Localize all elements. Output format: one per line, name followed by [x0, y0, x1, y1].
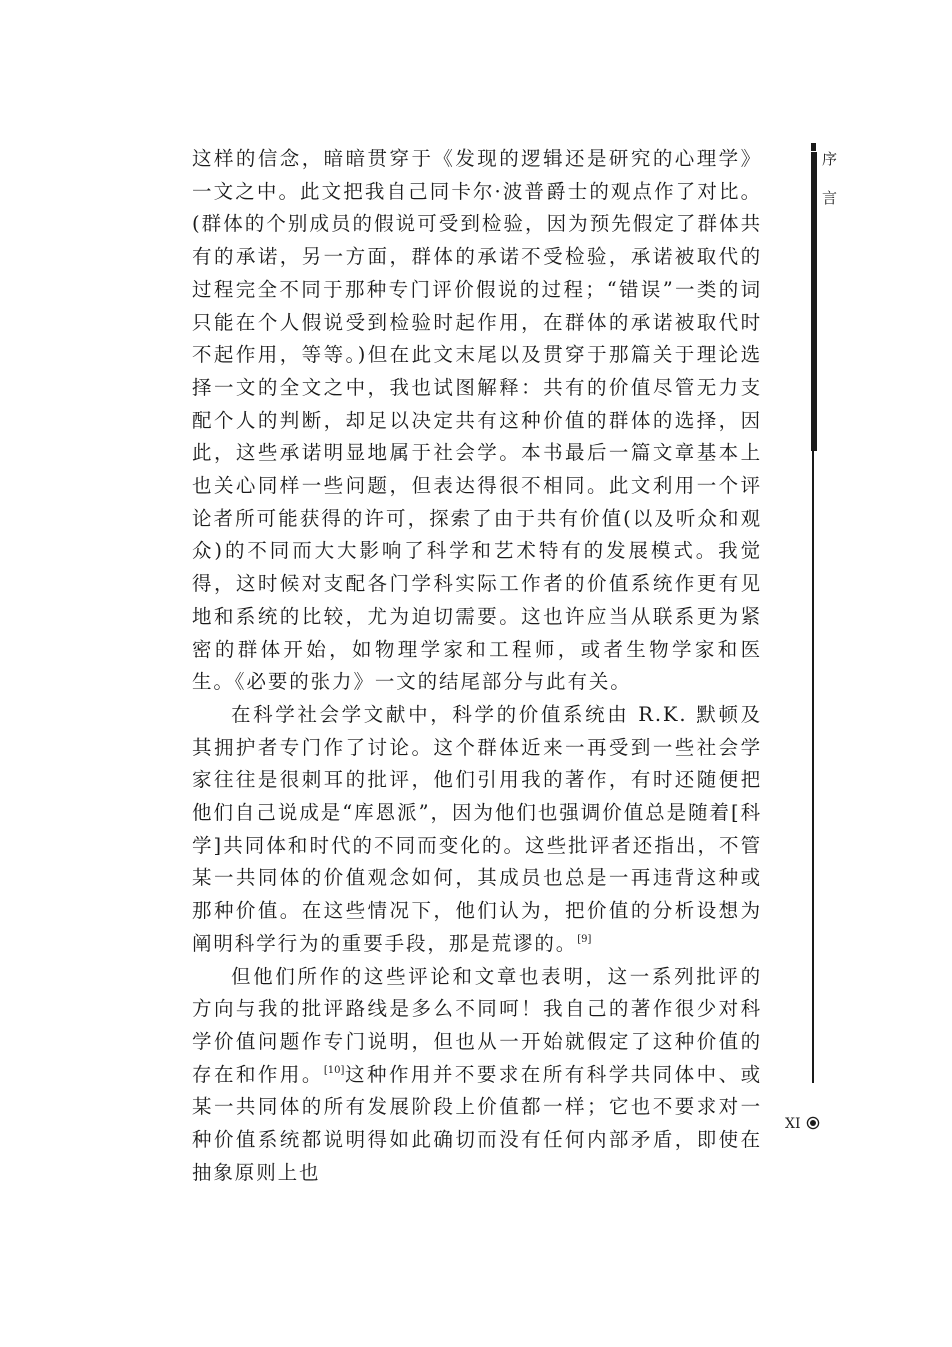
footnote-ref-10: [10]	[323, 1064, 345, 1076]
paragraph-2-text: 在科学社会学文献中，科学的价值系统由 R.K. 默顿及其拥护者专门作了讨论。这个群体近来一再受到一些社会学家往往是很刺耳的批评，他们引用我的著作，有时还随便把他们自己说成是“库恩派”，因为他们也强调价值总是随着[科学]共同体和时代的不同而变化的。这些批评者还指出，不管某一共同体的价值观念如何，其成员也总是一再违背这种或那种价值。在这些情况下，他们认为，把价值的分析设想为阐明科学行为的重要手段，那是荒谬的。	[192, 702, 762, 955]
section-bar	[811, 152, 817, 451]
paragraph-3	[192, 961, 762, 1190]
paragraph-3-text-after: 这种作用并不要求在所有科学共同体中、或某一共同体的所有发展阶段上价值都一样；它也不要求对一种价值系统都说明得如此确切而没有任何内部矛盾，即使在抽象原则上也	[192, 1062, 762, 1184]
paragraph-3-text-before: 但他们所作的这些评论和文章也表明，这一系列批评的方向与我的批评路线是多么不同呵！我自己的著作很少对科学价值问题作专门说明，但也从一开始就假定了这种价值的存在和作用。	[192, 964, 762, 1086]
paragraph-1	[192, 143, 762, 699]
section-label-char-1: 序	[822, 150, 838, 168]
footnote-ref-9: [9]	[577, 933, 592, 945]
paragraph-1-text: 这样的信念，暗暗贯穿于《发现的逻辑还是研究的心理学》一文之中。此文把我自己同卡尔·波普爵士的观点作了对比。(群体的个别成员的假说可受到检验，因为预先假定了群体共有的承诺，另一方面，群体的承诺不受检验，承诺被取代的过程完全不同于那种专门评价假说的过程；“错误”一类的词只能在个人假说受到检验时起作用，在群体的承诺被取代时不起作用，等等。)但在此文末尾以及贯穿于那篇关于理论选择一文的全文之中，我也试图解释：共有的价值尽管无力支配个人的判断，却足以决定共有这种价值的群体的选择，因此，这些承诺明显地属于社会学。本书最后一篇文章基本上也关心同样一些问题，但表达得很不相同。此文利用一个评论者所可能获得的许可，探索了由于共有价值(以及听众和观众)的不同而大大影响了科学和艺术特有的发展模式。我觉得，这时候对支配各门学科实际工作者的价值系统作更有见地和系统的比较，尤为迫切需要。这也许应当从联系更为紧密的群体开始，如物理学家和工程师，或者生物学家和医生。《必要的张力》一文的结尾部分与此有关。	[192, 147, 762, 694]
margin-rule	[812, 451, 814, 1083]
page-number: XI	[785, 1116, 801, 1132]
bullseye-icon	[806, 1116, 820, 1130]
paragraph-2	[192, 699, 762, 961]
section-label-char-2: 言	[822, 189, 838, 207]
main-text	[192, 143, 762, 1190]
section-tab-top	[811, 143, 816, 151]
